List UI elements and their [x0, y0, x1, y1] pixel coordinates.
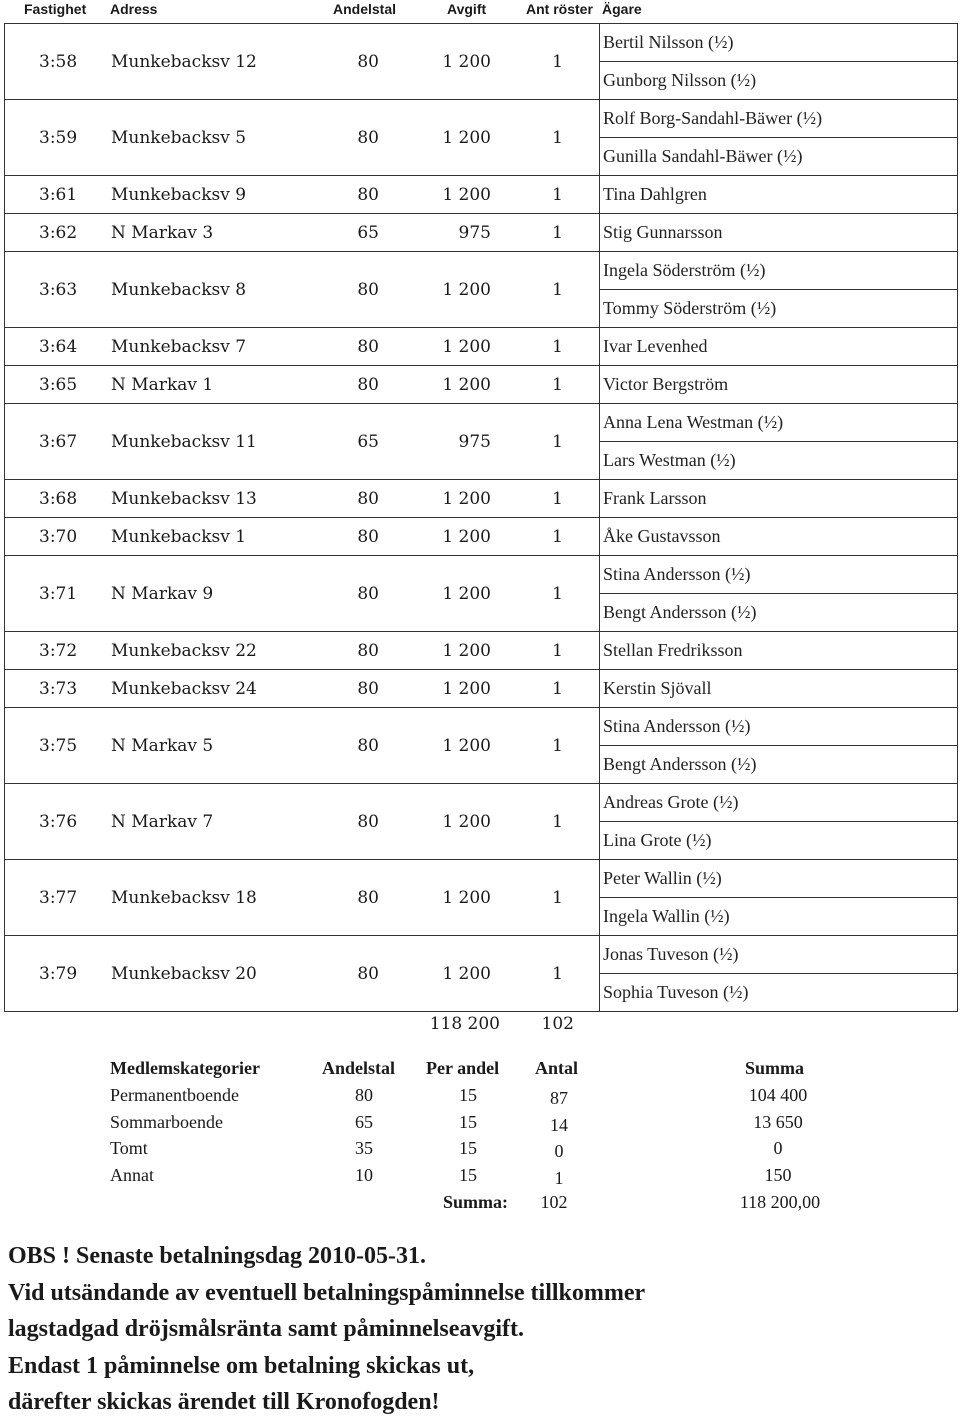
cell-avgift: 1 200	[442, 185, 491, 205]
cell-ant-roster: 1	[552, 128, 563, 148]
cell-ant-roster: 1	[552, 223, 563, 243]
cat-antal: 0	[554, 1141, 564, 1161]
cat-antal: 14	[550, 1115, 568, 1135]
cell-andelstal: 65	[357, 223, 379, 243]
owner-separator	[599, 61, 957, 62]
cell-ant-roster: 1	[552, 812, 563, 832]
cell-avgift: 1 200	[442, 888, 491, 908]
owner-separator	[599, 593, 957, 594]
owner-separator	[599, 973, 957, 974]
owner-separator	[599, 137, 957, 138]
cell-fastighet: 3:59	[39, 128, 78, 148]
owner-name: Victor Bergström	[603, 374, 729, 394]
cell-avgift: 1 200	[442, 489, 491, 509]
cat-header-antal: Antal	[535, 1058, 579, 1078]
cell-adress: Munkebacksv 11	[111, 432, 257, 452]
owner-name: Lars Westman (½)	[603, 450, 736, 470]
cell-fastighet: 3:71	[39, 584, 78, 604]
cell-adress: Munkebacksv 20	[111, 964, 257, 984]
header-ant-roster: Ant röster	[526, 1, 593, 17]
cell-avgift: 1 200	[442, 375, 491, 395]
owner-separator	[599, 897, 957, 898]
cell-andelstal: 80	[357, 964, 379, 984]
total-ant: 102	[541, 1014, 574, 1034]
cat-per-andel: 15	[459, 1138, 477, 1158]
cat-antal: 87	[550, 1088, 568, 1108]
owner-name: Lina Grote (½)	[603, 830, 712, 850]
table-row	[4, 214, 958, 252]
cell-andelstal: 65	[357, 432, 379, 452]
table-row	[4, 708, 958, 784]
cell-fastighet: 3:75	[39, 736, 78, 756]
cell-fastighet: 3:58	[39, 52, 78, 72]
cell-avgift: 1 200	[442, 679, 491, 699]
owner-name: Stina Andersson (½)	[603, 564, 751, 584]
owner-name: Jonas Tuveson (½)	[603, 944, 739, 964]
cell-adress: N Markav 3	[111, 223, 214, 243]
cell-adress: Munkebacksv 22	[111, 641, 257, 661]
note-line: lagstadgad dröjsmålsränta samt påminnelseavgift.	[8, 1316, 525, 1342]
owner-name: Tommy Söderström (½)	[603, 298, 777, 318]
cell-andelstal: 80	[357, 280, 379, 300]
cell-ant-roster: 1	[552, 736, 563, 756]
cell-adress: Munkebacksv 18	[111, 888, 257, 908]
header-avgift: Avgift	[447, 1, 487, 17]
owner-name: Stellan Fredriksson	[603, 640, 743, 660]
owner-name: Gunilla Sandahl-Bäwer (½)	[603, 146, 803, 166]
owner-cell	[599, 632, 957, 670]
cell-andelstal: 80	[357, 679, 379, 699]
owner-separator	[599, 441, 957, 442]
cell-andelstal: 80	[357, 584, 379, 604]
header-agare: Ägare	[602, 1, 642, 17]
owner-cell	[599, 404, 957, 480]
cell-fastighet: 3:70	[39, 527, 78, 547]
cell-adress: Munkebacksv 9	[111, 185, 247, 205]
cat-antal: 1	[554, 1168, 564, 1188]
owner-cell	[599, 214, 957, 252]
owner-cell	[599, 252, 957, 328]
cell-fastighet: 3:77	[39, 888, 78, 908]
owner-name: Bertil Nilsson (½)	[603, 32, 734, 52]
cell-andelstal: 80	[357, 527, 379, 547]
cell-fastighet: 3:62	[39, 223, 78, 243]
cell-adress: Munkebacksv 1	[111, 527, 247, 547]
cat-per-andel: 15	[459, 1085, 477, 1105]
owner-cell	[599, 100, 957, 176]
cell-andelstal: 80	[357, 185, 379, 205]
cell-fastighet: 3:64	[39, 337, 78, 357]
cell-avgift: 1 200	[442, 337, 491, 357]
owner-name: Peter Wallin (½)	[603, 868, 722, 888]
owner-name: Sophia Tuveson (½)	[603, 982, 749, 1002]
cell-ant-roster: 1	[552, 964, 563, 984]
cell-andelstal: 80	[357, 337, 379, 357]
cell-ant-roster: 1	[552, 888, 563, 908]
table-row	[4, 404, 958, 480]
cell-avgift: 1 200	[442, 964, 491, 984]
cell-ant-roster: 1	[552, 52, 563, 72]
cell-fastighet: 3:65	[39, 375, 78, 395]
cell-ant-roster: 1	[552, 375, 563, 395]
cell-andelstal: 80	[357, 52, 379, 72]
cell-avgift: 1 200	[442, 280, 491, 300]
cat-header-kategori: Medlemskategorier	[110, 1058, 260, 1078]
cell-adress: N Markav 5	[111, 736, 214, 756]
cell-ant-roster: 1	[552, 679, 563, 699]
owner-separator	[599, 289, 957, 290]
table-row	[4, 518, 958, 556]
table-row	[4, 860, 958, 936]
cell-adress: Munkebacksv 8	[111, 280, 247, 300]
total-avgift: 118 200	[429, 1014, 500, 1034]
owner-name: Ingela Söderström (½)	[603, 260, 766, 280]
owner-cell	[599, 784, 957, 860]
cat-summa: 150	[764, 1165, 792, 1185]
owner-name: Anna Lena Westman (½)	[603, 412, 784, 432]
owner-name: Ingela Wallin (½)	[603, 906, 730, 926]
cell-ant-roster: 1	[552, 641, 563, 661]
note-line: Vid utsändande av eventuell betalningspåminnelse tillkommer	[8, 1279, 646, 1306]
owner-cell	[599, 518, 957, 556]
owner-name: Rolf Borg-Sandahl-Bäwer (½)	[603, 108, 823, 128]
cell-andelstal: 80	[357, 736, 379, 756]
table-row	[4, 100, 958, 176]
note-line: OBS ! Senaste betalningsdag 2010-05-31.	[8, 1243, 427, 1269]
cell-avgift: 1 200	[442, 128, 491, 148]
cat-summa-antal: 102	[540, 1192, 568, 1212]
cat-kategori: Tomt	[110, 1138, 148, 1158]
header-adress: Adress	[110, 1, 158, 17]
cat-kategori: Permanentboende	[110, 1085, 239, 1105]
owner-name: Stig Gunnarsson	[603, 222, 723, 242]
cell-fastighet: 3:76	[39, 812, 78, 832]
payment-notes	[8, 1238, 948, 1421]
cell-andelstal: 80	[357, 375, 379, 395]
cell-adress: Munkebacksv 5	[111, 128, 247, 148]
cat-per-andel: 15	[459, 1112, 477, 1132]
owner-name: Bengt Andersson (½)	[603, 602, 757, 622]
cell-andelstal: 80	[357, 641, 379, 661]
owner-cell	[599, 708, 957, 784]
owner-name: Stina Andersson (½)	[603, 716, 751, 736]
cell-fastighet: 3:73	[39, 679, 78, 699]
owner-separator	[599, 821, 957, 822]
cell-fastighet: 3:63	[39, 280, 78, 300]
cell-andelstal: 80	[357, 489, 379, 509]
cell-ant-roster: 1	[552, 584, 563, 604]
owner-name: Kerstin Sjövall	[603, 678, 712, 698]
owner-name: Andreas Grote (½)	[603, 792, 739, 812]
cell-avgift: 1 200	[442, 527, 491, 547]
owner-cell	[599, 480, 957, 518]
table-row	[4, 23, 958, 100]
cell-ant-roster: 1	[552, 280, 563, 300]
cat-summa: 104 400	[748, 1085, 808, 1105]
note-line: därefter skickas ärendet till Kronofogden!	[8, 1389, 440, 1415]
header-fastighet: Fastighet	[24, 1, 87, 17]
cat-header-summa: Summa	[745, 1058, 805, 1078]
cell-andelstal: 80	[357, 888, 379, 908]
cell-ant-roster: 1	[552, 527, 563, 547]
cell-adress: N Markav 7	[111, 812, 214, 832]
cat-andelstal: 65	[355, 1112, 373, 1132]
cell-adress: Munkebacksv 7	[111, 337, 247, 357]
owner-cell	[599, 936, 957, 1012]
cell-adress: N Markav 1	[111, 375, 214, 395]
cell-ant-roster: 1	[552, 432, 563, 452]
owner-cell	[599, 328, 957, 366]
cell-fastighet: 3:79	[39, 964, 78, 984]
cell-avgift: 1 200	[442, 736, 491, 756]
table-row	[4, 480, 958, 518]
cell-fastighet: 3:61	[39, 185, 78, 205]
table-row	[4, 252, 958, 328]
owner-name: Gunborg Nilsson (½)	[603, 70, 757, 90]
cat-summa-total: 118 200,00	[739, 1192, 821, 1212]
table-row	[4, 632, 958, 670]
cat-summa: 13 650	[753, 1112, 803, 1132]
cat-andelstal: 35	[355, 1138, 373, 1158]
owner-cell	[599, 176, 957, 214]
table-row	[4, 176, 958, 214]
cell-adress: Munkebacksv 13	[111, 489, 257, 509]
cell-adress: Munkebacksv 24	[111, 679, 257, 699]
table-row	[4, 936, 958, 1012]
owner-name: Bengt Andersson (½)	[603, 754, 757, 774]
table-row	[4, 556, 958, 632]
owner-cell	[599, 670, 957, 708]
cat-kategori: Sommarboende	[110, 1112, 223, 1132]
note-line: Endast 1 påminnelse om betalning skickas ut,	[8, 1352, 475, 1379]
cat-header-andelstal: Andelstal	[322, 1058, 396, 1078]
owner-name: Tina Dahlgren	[603, 184, 707, 204]
table-row	[4, 328, 958, 366]
header-andelstal: Andelstal	[333, 1, 397, 17]
owner-cell	[599, 366, 957, 404]
cat-per-andel: 15	[459, 1165, 477, 1185]
cell-avgift: 975	[458, 223, 491, 243]
owner-cell	[599, 556, 957, 632]
owner-separator	[599, 745, 957, 746]
owner-cell	[599, 860, 957, 936]
cell-avgift: 975	[458, 432, 491, 452]
table-row	[4, 366, 958, 404]
cell-fastighet: 3:68	[39, 489, 78, 509]
cell-fastighet: 3:67	[39, 432, 78, 452]
cell-andelstal: 80	[357, 812, 379, 832]
cell-ant-roster: 1	[552, 489, 563, 509]
cell-andelstal: 80	[357, 128, 379, 148]
cell-adress: Munkebacksv 12	[111, 52, 257, 72]
cell-avgift: 1 200	[442, 641, 491, 661]
cat-andelstal: 80	[355, 1085, 373, 1105]
cat-summa: 0	[773, 1138, 783, 1158]
owner-name: Ivar Levenhed	[603, 336, 708, 356]
table-row	[4, 784, 958, 860]
owner-name: Åke Gustavsson	[603, 526, 721, 546]
cat-kategori: Annat	[110, 1165, 154, 1185]
cell-ant-roster: 1	[552, 337, 563, 357]
cell-fastighet: 3:72	[39, 641, 78, 661]
cat-andelstal: 10	[355, 1165, 373, 1185]
cell-avgift: 1 200	[442, 584, 491, 604]
cell-avgift: 1 200	[442, 52, 491, 72]
table-row	[4, 670, 958, 708]
cell-adress: N Markav 9	[111, 584, 214, 604]
owner-name: Frank Larsson	[603, 488, 707, 508]
cat-header-per-andel: Per andel	[426, 1058, 500, 1078]
owner-cell	[599, 24, 957, 100]
cell-ant-roster: 1	[552, 185, 563, 205]
cell-avgift: 1 200	[442, 812, 491, 832]
cat-summa-label: Summa:	[443, 1192, 509, 1212]
